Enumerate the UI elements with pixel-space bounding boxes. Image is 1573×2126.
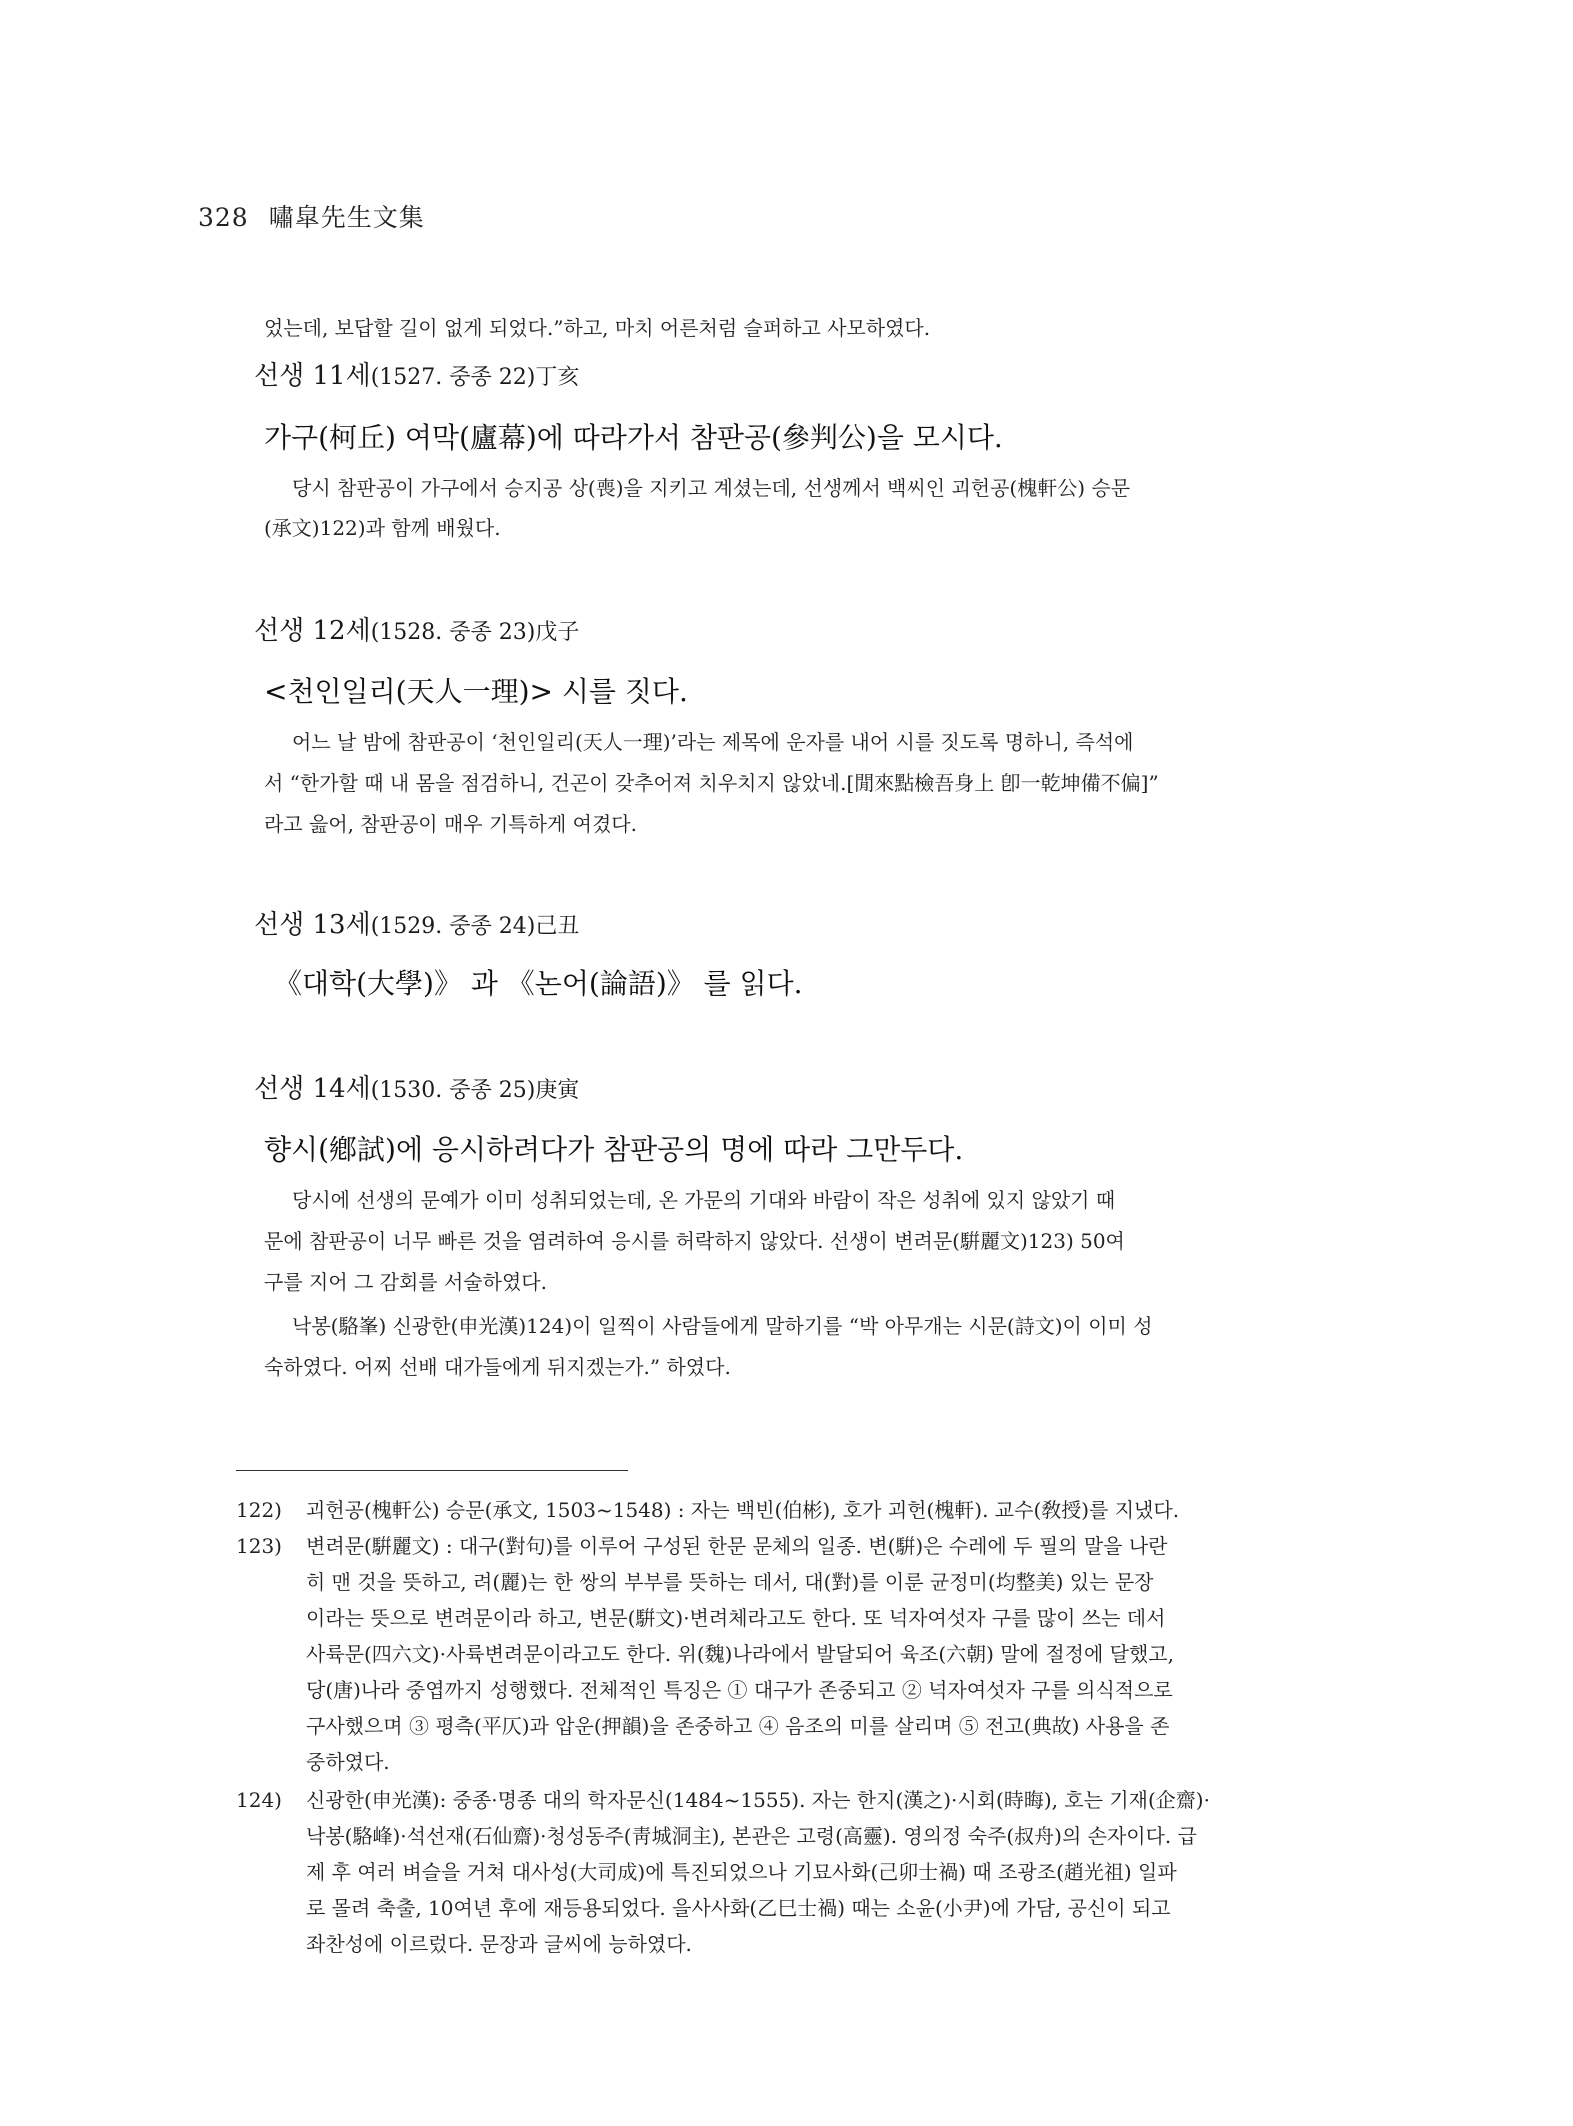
running-header: [198, 198, 425, 234]
age-heading-14: [254, 1068, 579, 1105]
age-label: 선생 13세: [254, 910, 371, 940]
age-heading-12: [254, 610, 579, 647]
body-paragraph-line: (承文)122)과 함께 배웠다.: [264, 516, 501, 540]
footnote-line: 이라는 뜻으로 변려문이라 하고, 변문(騈文)·변려체라고도 한다. 또 넉자여섯자 구를 많이 쓰는 데서: [306, 1606, 1166, 1630]
body-paragraph-line: 낙봉(駱峯) 신광한(申光漢)124)이 일찍이 사람들에게 말하기를 “박 아무개는 시문(詩文)이 이미 성: [292, 1314, 1153, 1338]
entry-title-11: 가구(柯丘) 여막(廬幕)에 따라가서 참판공(參判公)을 모시다.: [264, 421, 1003, 454]
age-detail: (1528. 중종 23)戊子: [370, 620, 580, 645]
age-heading-13: [254, 904, 579, 941]
body-paragraph-line: 문에 참판공이 너무 빠른 것을 염려하여 응시를 허락하지 않았다. 선생이 변려문(騈麗文)123) 50여: [264, 1229, 1125, 1253]
footnote-122: [236, 1494, 1179, 1523]
entry-title-14: 향시(鄕試)에 응시하려다가 참판공의 명에 따라 그만두다.: [264, 1133, 964, 1166]
footnote-line: 로 몰려 축출, 10여년 후에 재등용되었다. 을사사화(乙巳士禍) 때는 소윤(小尹)에 가담, 공신이 되고: [306, 1896, 1171, 1920]
body-paragraph-line: 라고 읊어, 참판공이 매우 기특하게 여겼다.: [264, 812, 637, 836]
age-label: 선생 14세: [254, 1074, 371, 1104]
body-paragraph-line: 었는데, 보답할 길이 없게 되었다.”하고, 마치 어른처럼 슬퍼하고 사모하였다.: [264, 316, 931, 340]
body-paragraph-line: 구를 지어 그 감회를 서술하였다.: [264, 1270, 547, 1294]
footnote-line: 중하였다.: [306, 1750, 390, 1774]
age-detail: (1530. 중종 25)庚寅: [370, 1078, 580, 1103]
footnote-line: 히 맨 것을 뜻하고, 려(麗)는 한 쌍의 부부를 뜻하는 데서, 대(對)를 이룬 균정미(均整美) 있는 문장: [306, 1570, 1154, 1594]
age-detail: (1529. 중종 24)己丑: [370, 914, 580, 939]
footnote-line: 당(唐)나라 중엽까지 성행했다. 전체적인 특징은 ① 대구가 존중되고 ② 넉자여섯자 구를 의식적으로: [306, 1678, 1173, 1702]
body-paragraph-line: 당시 참판공이 가구에서 승지공 상(喪)을 지키고 계셨는데, 선생께서 백씨인 괴헌공(槐軒公) 승문: [292, 476, 1131, 500]
footnote-text: 변려문(騈麗文) : 대구(對句)를 이루어 구성된 한문 문체의 일종. 변(騈)은 수레에 두 필의 말을 나란: [306, 1534, 1168, 1558]
footnote-text: 신광한(申光漢): 중종·명종 대의 학자문신(1484~1555). 자는 한지(漢之)·시회(時晦), 호는 기재(企齋)·: [306, 1788, 1210, 1812]
footnote-line: 구사했으며 ③ 평측(平仄)과 압운(押韻)을 존중하고 ④ 음조의 미를 살리며 ⑤ 전고(典故) 사용을 존: [306, 1714, 1170, 1738]
footnote-number: 124): [236, 1788, 282, 1812]
footnote-line: 제 후 여러 벼슬을 거쳐 대사성(大司成)에 특진되었으나 기묘사화(己卯士禍) 때 조광조(趙光祖) 일파: [306, 1860, 1177, 1884]
age-heading-11: [254, 355, 579, 392]
footnote-line: 사륙문(四六文)·사륙변려문이라고도 한다. 위(魏)나라에서 발달되어 육조(六朝) 말에 절정에 달했고,: [306, 1642, 1174, 1666]
entry-title-13: 《대학(大學)》 과 《논어(論語)》 를 읽다.: [274, 967, 803, 1000]
book-title: 嘯皐先生文集: [268, 203, 425, 232]
footnote-line: 낙봉(駱峰)·석선재(石仙齋)·청성동주(靑城洞主), 본관은 고령(高靈). 영의정 숙주(叔舟)의 손자이다. 급: [306, 1824, 1197, 1848]
page-number: 328: [198, 203, 249, 232]
footnote-divider: [236, 1470, 628, 1471]
age-label: 선생 11세: [254, 361, 371, 391]
body-paragraph-line: 어느 날 밤에 참판공이 ‘천인일리(天人一理)’라는 제목에 운자를 내어 시를 짓도록 명하니, 즉석에: [292, 730, 1134, 754]
body-paragraph-line: 서 “한가할 때 내 몸을 점검하니, 건곤이 갖추어져 치우치지 않았네.[閒來點檢吾身上 卽一乾坤備不偏]”: [264, 771, 1159, 795]
age-label: 선생 12세: [254, 616, 371, 646]
footnote-text: 괴헌공(槐軒公) 승문(承文, 1503~1548) : 자는 백빈(伯彬), 호가 괴헌(槐軒). 교수(敎授)를 지냈다.: [306, 1498, 1180, 1522]
footnote-line: 좌찬성에 이르렀다. 문장과 글씨에 능하였다.: [306, 1932, 692, 1956]
age-detail: (1527. 중종 22)丁亥: [370, 365, 580, 390]
footnote-124: [236, 1784, 1210, 1813]
entry-title-12: <천인일리(天人一理)> 시를 짓다.: [264, 675, 688, 708]
footnote-number: 123): [236, 1534, 282, 1558]
footnote-123: [236, 1530, 1167, 1559]
footnote-number: 122): [236, 1498, 282, 1522]
body-paragraph-line: 당시에 선생의 문예가 이미 성취되었는데, 온 가문의 기대와 바람이 작은 성취에 있지 않았기 때: [292, 1188, 1116, 1212]
body-paragraph-line: 숙하였다. 어찌 선배 대가들에게 뒤지겠는가.” 하였다.: [264, 1355, 731, 1379]
